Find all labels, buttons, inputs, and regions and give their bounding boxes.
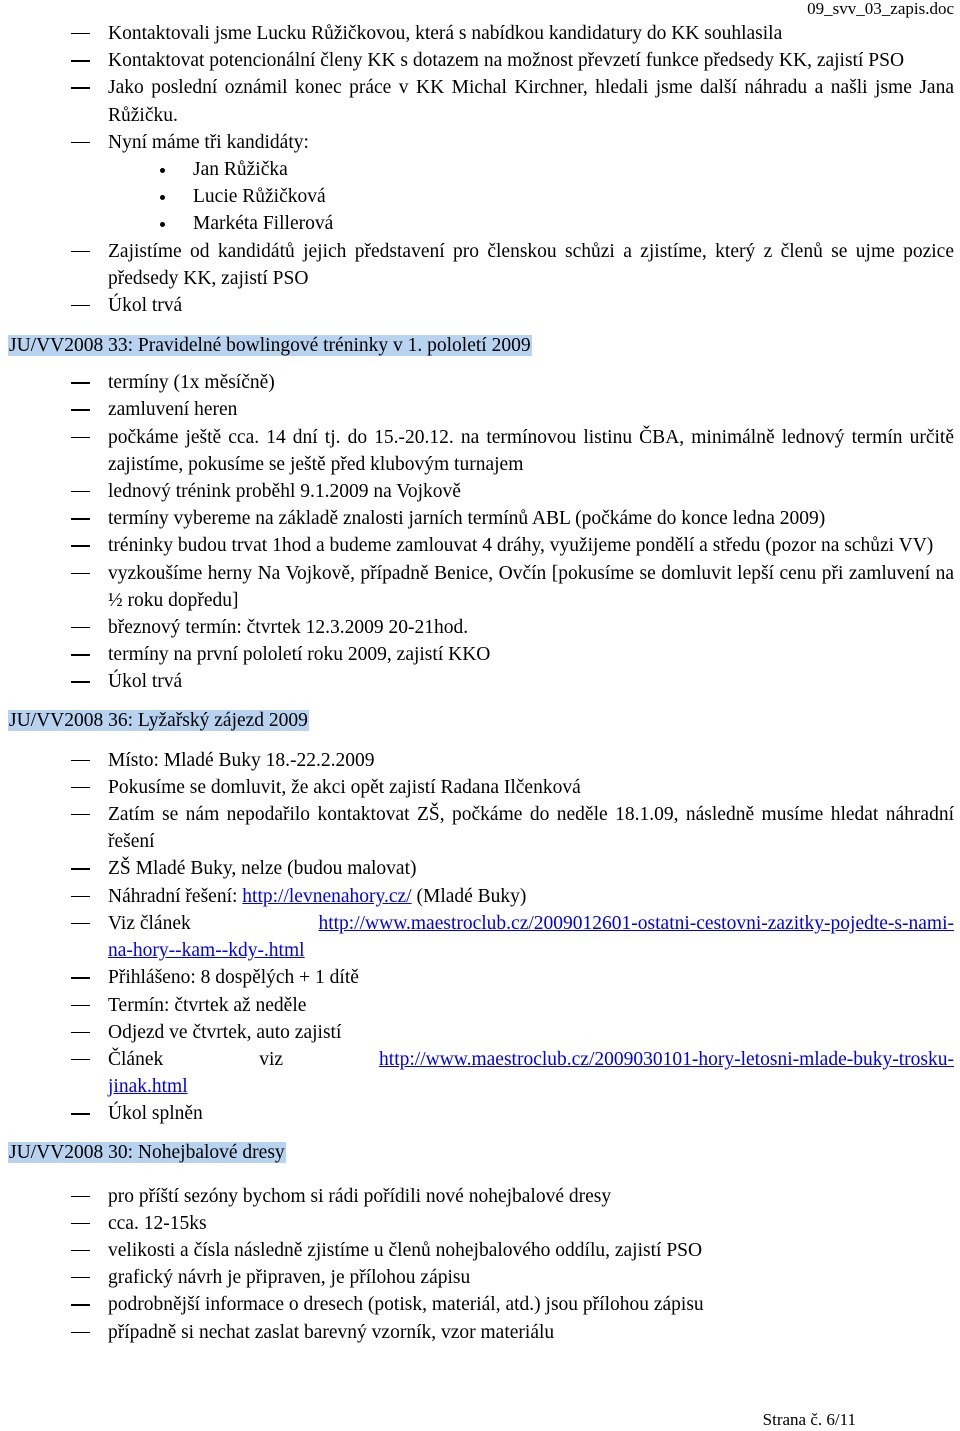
- link-label: Náhradní řešení:: [108, 885, 238, 907]
- list-item: Kontaktovat potencionální členy KK s dotazem na možnost převzetí funkce předsedy KK, zajistí PSO: [8, 47, 954, 74]
- heading-text: JU/VV2008 30: Nohejbalové dresy: [9, 1141, 285, 1163]
- article-link-1[interactable]: http://www.maestroclub.cz/2009012601-ostatni-cestovni-zazitky-pojedte-s-nami-: [318, 912, 954, 934]
- list-item: termíny (1x měsíčně): [8, 369, 954, 396]
- article-link-2[interactable]: http://www.maestroclub.cz/2009030101-hory-letosni-mlade-buky-trosku-: [379, 1048, 954, 1070]
- section1-list: [8, 369, 954, 695]
- document-body: [8, 20, 954, 1346]
- list-item: Místo: Mladé Buky 18.-22.2.2009: [8, 747, 954, 774]
- list-item: [8, 910, 954, 964]
- list-item: ZŠ Mladé Buky, nelze (budou malovat): [8, 855, 954, 882]
- list-item: případně si nechat zaslat barevný vzorník, vzor materiálu: [8, 1319, 954, 1346]
- list-item: [8, 1046, 954, 1100]
- list-item: Pokusíme se domluvit, že akci opět zajistí Radana Ilčenková: [8, 774, 954, 801]
- candidate-list: [8, 156, 954, 238]
- list-item: termíny na první pololetí roku 2009, zajistí KKO: [8, 641, 954, 668]
- article-link-1-cont[interactable]: na-hory--kam--kdy-.html: [108, 940, 305, 962]
- candidate-item: Markéta Fillerová: [8, 210, 954, 237]
- list-item: lednový trénink proběhl 9.1.2009 na Vojkově: [8, 478, 954, 505]
- list-item: Termín: čtvrtek až neděle: [8, 992, 954, 1019]
- list-item: cca. 12-15ks: [8, 1210, 954, 1237]
- list-item: březnový termín: čtvrtek 12.3.2009 20-21hod.: [8, 614, 954, 641]
- list-item: velikosti a čísla následně zjistíme u členů nohejbalového oddílu, zajistí PSO: [8, 1237, 954, 1264]
- link-label: Viz článek: [108, 912, 191, 934]
- section-heading-bowling: [8, 333, 954, 359]
- candidate-item: Jan Růžička: [8, 156, 954, 183]
- list-item: zamluvení heren: [8, 396, 954, 423]
- list-item: Nyní máme tři kandidáty:: [8, 129, 954, 156]
- section3-list: [8, 1183, 954, 1346]
- list-item: Odjezd ve čtvrtek, auto zajistí: [8, 1019, 954, 1046]
- list-item: vyzkoušíme herny Na Vojkově, případně Benice, Ovčín [pokusíme se domluvit lepší cenu při zamluvení na ½ roku dopředu]: [8, 560, 954, 614]
- heading-text: JU/VV2008 33: Pravidelné bowlingové tréninky v 1. pololetí 2009: [9, 335, 531, 357]
- spread-line: [108, 1046, 954, 1073]
- list-item: Přihlášeno: 8 dospělých + 1 dítě: [8, 964, 954, 991]
- list-item: Zajistíme od kandidátů jejich představení pro členskou schůzi a zjistíme, který z členů se ujme pozice předsedy KK, zajistí PSO: [8, 238, 954, 292]
- list-item: podrobnější informace o dresech (potisk, materiál, atd.) jsou přílohou zápisu: [8, 1291, 954, 1318]
- spread-line: [108, 910, 954, 937]
- document-filename: 09_svv_03_zapis.doc: [807, 0, 954, 18]
- list-item: Zatím se nám nepodařilo kontaktovat ZŠ, počkáme do neděle 18.1.09, následně musíme hledat náhradní řešení: [8, 801, 954, 855]
- list-item: Kontaktovali jsme Lucku Růžičkovou, která s nabídkou kandidatury do KK souhlasila: [8, 20, 954, 47]
- levnenahory-link[interactable]: http://levnenahory.cz/: [242, 885, 412, 907]
- list-item: Úkol trvá: [8, 292, 954, 319]
- list-item: tréninky budou trvat 1hod a budeme zamlouvat 4 dráhy, využijeme pondělí a středu (pozor na schůzi VV): [8, 532, 954, 559]
- list-item: termíny vybereme na základě znalosti jarních termínů ABL (počkáme do konce ledna 2009): [8, 505, 954, 532]
- page-number: Strana č. 6/11: [762, 1410, 856, 1429]
- list-item: [8, 883, 954, 910]
- section-heading-ski-trip: [8, 708, 954, 734]
- list-item: počkáme ještě cca. 14 dní tj. do 15.-20.12. na termínovou listinu ČBA, minimálně lednový termín určitě zajistíme, pokusíme se ještě před klubovým turnajem: [8, 424, 954, 478]
- candidate-item: Lucie Růžičková: [8, 183, 954, 210]
- heading-text: JU/VV2008 36: Lyžařský zájezd 2009: [9, 709, 308, 731]
- clanek-word: Článek: [108, 1048, 164, 1070]
- list-item: Úkol trvá: [8, 668, 954, 695]
- section-heading-jerseys: [8, 1140, 954, 1166]
- section0-list-after: [8, 238, 954, 320]
- viz-word: viz: [259, 1048, 284, 1070]
- article-link-2-cont[interactable]: jinak.html: [108, 1076, 188, 1098]
- list-item: grafický návrh je připraven, je přílohou zápisu: [8, 1264, 954, 1291]
- list-item: Úkol splněn: [8, 1100, 954, 1127]
- section0-list: [8, 20, 954, 156]
- list-item: pro příští sezóny bychom si rádi pořídili nové nohejbalové dresy: [8, 1183, 954, 1210]
- list-item: Jako poslední oznámil konec práce v KK Michal Kirchner, hledali jsme další náhradu a našli jsme Jana Růžičku.: [8, 74, 954, 128]
- link-suffix: (Mladé Buky): [416, 885, 527, 907]
- section2-list: [8, 747, 954, 1128]
